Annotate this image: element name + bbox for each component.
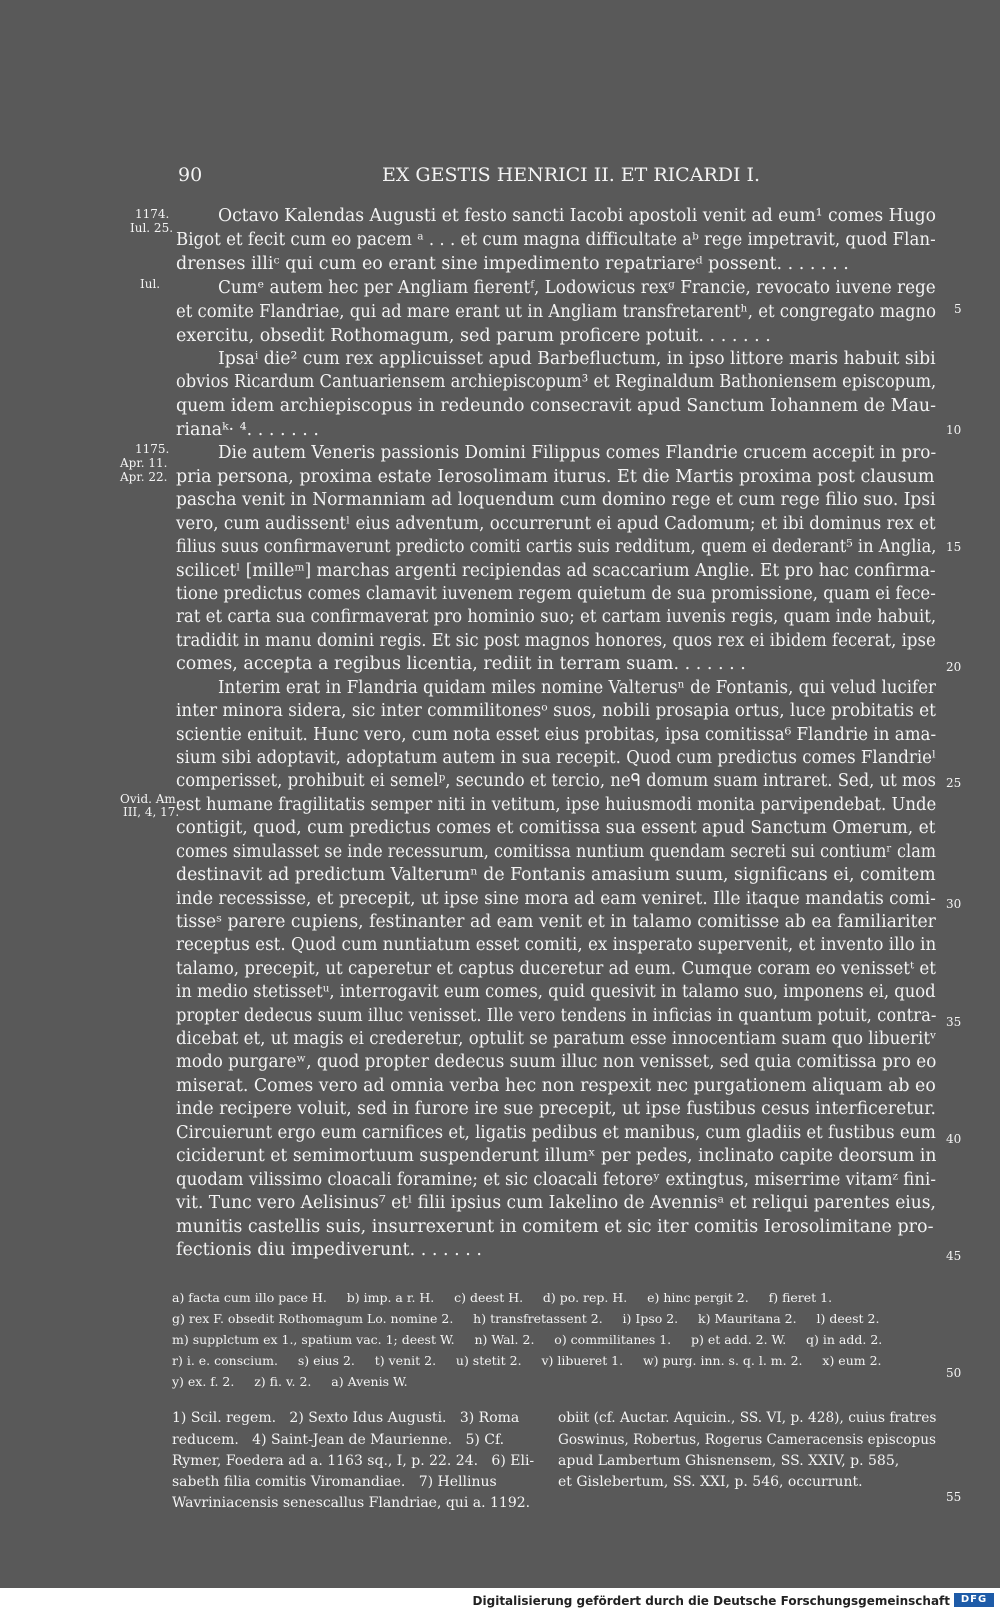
note-line-right: apud Lambertum Ghisnensem, SS. XXIV, p. 585, [558,1453,900,1469]
note-line-right: Goswinus, Robertus, Rogerus Cameracensis episcopus [558,1432,937,1448]
note-line-left: 1) Scil. regem. 2) Sexto Idus Augusti. 3) Roma [172,1410,520,1426]
line-number: 40 [946,1132,962,1146]
text-line: filius suus confirmaverunt predicto comiti cartis suis redditum, quem ei dederant⁵ in Anglia, [176,537,937,557]
footer-bar [0,1588,1000,1613]
text-line: contigit, quod, cum predictus comes et comitissa sua essent apud Sanctum Omerum, et [176,818,936,838]
apparatus-line: g) rex F. obsedit Rothomagum Lo. nomine 2. h) transfretassent 2. i) Ipso 2. k) Mauritana 2. l) deest 2. [172,1311,880,1326]
text-line: in medio stetissetᵘ, interrogavit eum comes, quid quesivit in talamo suo, imponens ei, quod [176,982,936,1002]
text-line: modo purgareʷ, quod propter dedecus suum illuc non venisset, sed quia comitissa pro eo [176,1052,937,1072]
text-line: Bigot et fecit cum eo pacem ᵃ . . . et cum magna difficultate aᵇ rege impetravit, quod Flan- [176,230,936,250]
text-line: exercitu, obsedit Rothomagum, sed parum proficere potuit. . . . . . . [176,326,771,346]
text-line: pria persona, proxima estate Ierosolimam iturus. Et die Martis proxima post clausum [176,467,935,487]
dfg-logo: DFG [954,1593,994,1607]
text-line: receptus est. Quod cum nuntiatum esset comiti, ex insperato supervenit, et invento illo in [176,935,937,955]
line-number: 50 [946,1366,962,1380]
note-line-right: obiit (cf. Auctar. Aquicin., SS. VI, p. 428), cuius fratres [558,1410,937,1426]
text-line: miserat. Comes vero ad omnia verba hec non respexit nec purgationem aliquam ab eo [176,1076,936,1096]
apparatus-line: r) i. e. conscium. s) eius 2. t) venit 2. u) stetit 2. v) libueret 1. w) purg. inn. s. q. l. m. 2. x) eum 2. [172,1353,882,1368]
margin-note: 1175. [135,442,170,456]
margin-note: Iul. 25. [130,221,174,235]
text-line: Cumᵉ autem hec per Angliam fierentᶠ, Lodowicus rexᵍ Francie, revocato iuvene rege [218,278,936,298]
text-line: talamo, precepit, ut caperetur et captus duceretur ad eum. Cumque coram eo venissetᵗ et [176,959,936,979]
note-line-left: Rymer, Foedera ad a. 1163 sq., I, p. 22. 24. 6) Eli- [172,1453,535,1469]
text-line: rat et carta sua confirmaverat pro hominio suo; et cartam iuvenis regis, quam inde habuit, [176,607,937,627]
text-line: obvios Ricardum Cantuariensem archiepiscopum³ et Reginaldum Bathoniensem episcopum, [176,372,937,392]
line-number: 25 [946,776,962,790]
funding-credit: Digitalisierung gefördert durch die Deutsche Forschungsgemeinschaft [472,1594,950,1608]
text-line: quodam vilissimo cloacali foramine; et sic cloacali fetoreʸ extingtus, miserrime vitamᶻ fini- [176,1170,936,1190]
text-line: Interim erat in Flandria quidam miles nomine Valterusⁿ de Fontanis, qui velud lucifer [218,678,936,698]
text-line: munitis castellis suis, insurrexerunt in comitem et sic iter comitis Ierosolimitane pro- [176,1217,934,1237]
text-line: comes, accepta a regibus licentia, rediit in terram suam. . . . . . . [176,654,746,674]
line-number: 55 [946,1490,962,1504]
text-line: inter minora sidera, sic inter commilitonesᵒ suos, nobili prosapia ortus, luce probitatis et [176,701,936,721]
text-line: fectionis diu impediverunt. . . . . . . [176,1240,482,1260]
apparatus-line: a) facta cum illo pace H. b) imp. a r. H. c) deest H. d) po. rep. H. e) hinc pergit 2. f) fieret 1. [172,1290,833,1305]
margin-note: III, 4, 17. [123,805,180,819]
note-line-left: Wavriniacensis senescallus Flandriae, qui a. 1192. [172,1495,531,1511]
line-number: 10 [946,423,962,437]
margin-note: Apr. 22. [120,470,168,484]
text-line: destinavit ad predictum Valterumⁿ de Fontanis amasium suum, significans ei, comitem [176,865,936,885]
text-line: scientie enituit. Hunc vero, cum nota esset eius probitas, ipsa comitissa⁶ Flandrie in ama- [176,725,937,745]
text-line: est humane fragilitatis semper niti in vetitum, ipse huiusmodi monita parvipendebat. Unde [176,795,937,815]
text-line: tione predictus comes clamavit iuvenem regem quietum de sua promissione, quam ei fece- [176,584,936,604]
text-line: vit. Tunc vero Aelisinus⁷ etˡ filii ipsius cum Iakelino de Avennisᵃ et reliqui parentes eius, [176,1193,936,1213]
line-number: 20 [946,660,962,674]
note-line-right: et Gislebertum, SS. XXI, p. 546, occurrunt. [558,1474,863,1490]
line-number: 15 [946,540,962,554]
text-line: tisseˢ parere cupiens, festinanter ad eam venit et in talamo comitisse ab ea familiariter [176,912,936,932]
margin-note: 1174. [135,207,170,221]
text-line: scilicetˡ [milleᵐ] marchas argenti recipiendas ad scaccarium Anglie. Et pro hac confirma- [176,561,936,581]
text-line: inde recipere voluit, sed in furore ire sue precepit, ut ipse fustibus cesus interficeretur. [176,1099,936,1119]
text-line: rianaᵏ· ⁴. . . . . . . [176,420,319,440]
line-number: 30 [946,897,962,911]
note-line-left: sabeth filia comitis Viromandiae. 7) Hellinus [172,1474,497,1490]
line-number: 5 [954,302,962,316]
margin-note: Iul. [140,277,161,291]
text-line: Circuierunt ergo eum carnifices et, ligatis pedibus et manibus, cum gladiis et fustibus eum [176,1123,936,1143]
text-line: Octavo Kalendas Augusti et festo sancti Iacobi apostoli venit ad eum¹ comes Hugo [218,206,936,226]
text-line: ciciderunt et semimortuum suspenderunt illumˣ per pedes, inclinato capite deorsum in [176,1146,937,1166]
apparatus-line: y) ex. f. 2. z) fi. v. 2. a) Avenis W. [172,1374,408,1389]
text-line: inde recessisse, et precepit, ut ipse sine mora ad eam veniret. Ille itaque mandatis comi- [176,889,936,909]
text-line: quem idem archiepiscopus in redeundo consecravit apud Sanctum Iohannem de Mau- [176,396,936,416]
text-line: Ipsaⁱ die² cum rex applicuisset apud Barbefluctum, in ipso littore maris habuit sibi [218,349,936,369]
line-number: 45 [946,1249,962,1263]
text-line: propter dedecus suum illuc venisset. Ille vero tendens in inficias in quantum potuit, contra- [176,1006,937,1026]
text-line: comes simulasset se inde recessurum, comitissa nuntium quendam secreti sui contiumʳ clam [176,842,937,862]
text-line: Die autem Veneris passionis Domini Filippus comes Flandrie crucem accepit in pro- [218,443,937,463]
text-line: sium sibi adoptavit, adoptatum autem in sua recepit. Quod cum predictus comes Flandrieˡ [176,748,937,768]
page-number: 90 [178,164,203,186]
running-title: EX GESTIS HENRICI II. ET RICARDI I. [382,164,761,186]
text-line: dicebat et, ut magis ei crederetur, optulit se paratum esse innocentiam suam quo libueritᵛ [176,1029,937,1049]
line-number: 35 [946,1015,962,1029]
text-line: et comite Flandriae, qui ad mare erant ut in Angliam transfretarentʰ, et congregato magno [176,302,937,322]
text-line: drenses illiᶜ qui cum eo erant sine impedimento repatriareᵈ possent. . . . . . . [176,254,849,274]
text-line: vero, cum audissentˡ eius adventum, occurrerunt ei apud Cadomum; et ibi dominus rex et [176,514,936,534]
apparatus-line: m) supplctum ex 1., spatium vac. 1; deest W. n) Wal. 2. o) commilitanes 1. p) et add. 2. W. q) in add. 2. [172,1332,883,1347]
margin-note: Apr. 11. [120,456,168,470]
text-line: comperisset, prohibuit ei semelᵖ, secundo et tercio, neᑫ domum suam intraret. Sed, ut mos [176,771,936,791]
margin-note: Ovid. Am. [120,792,180,806]
note-line-left: reducem. 4) Saint-Jean de Maurienne. 5) Cf. [172,1432,505,1448]
text-line: pascha venit in Normanniam ad loquendum cum domino rege et cum rege filio suo. Ipsi [176,490,936,510]
text-line: tradidit in manu domini regis. Et sic post magnos honores, quos rex ei ibidem fecerat, ipse [176,631,936,651]
